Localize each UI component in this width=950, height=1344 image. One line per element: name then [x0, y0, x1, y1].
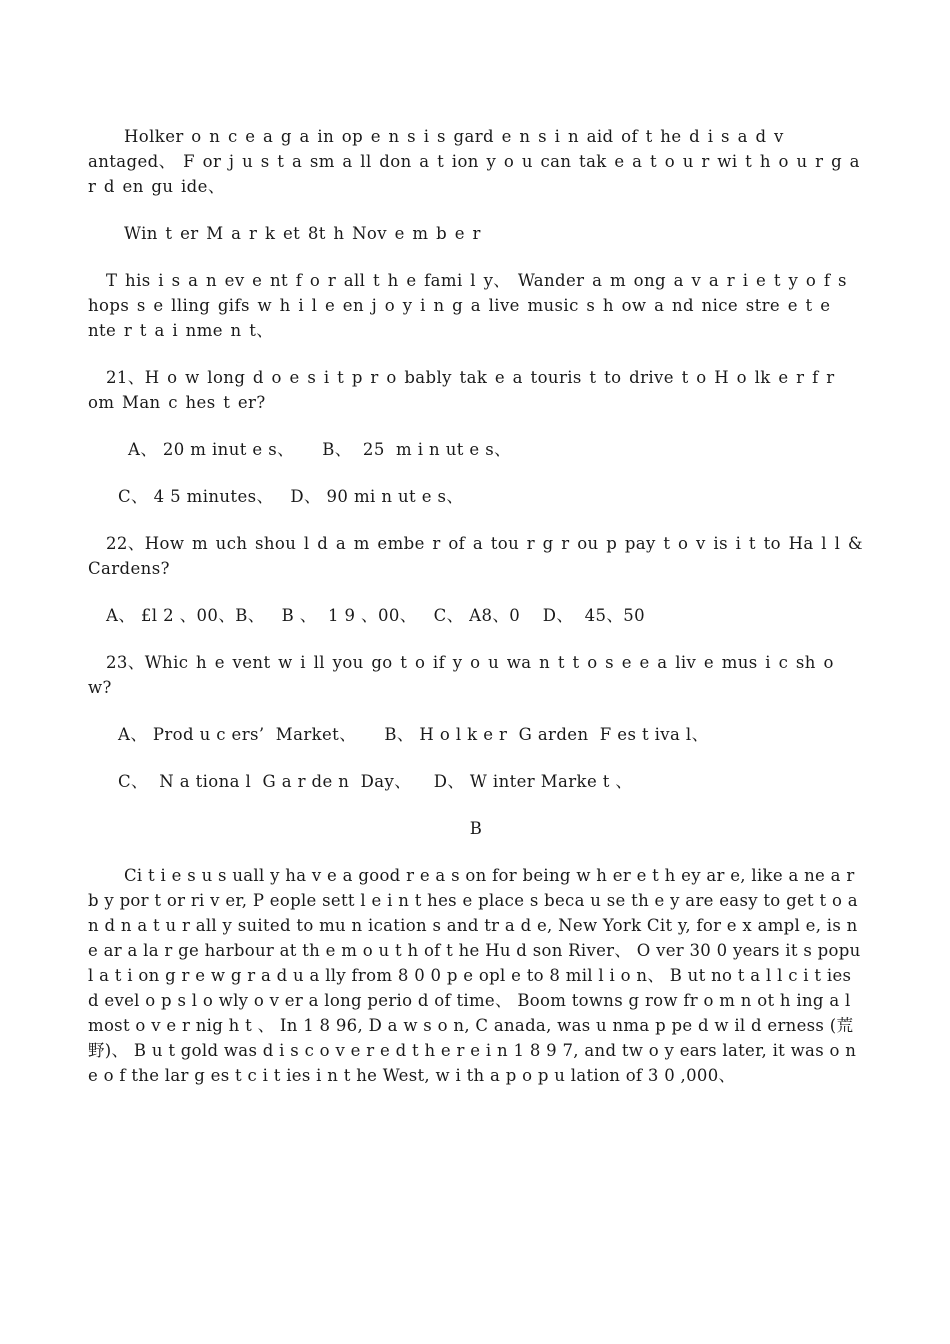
question-21-options-row-2 [88, 484, 864, 509]
question-22-option-b[interactable]: B 、 1 9 、00、 [281, 606, 417, 625]
winter-market-heading: Win t er M a r k et 8t h Nov e m b e r [124, 224, 481, 243]
question-22-option-a[interactable]: A、 £l 2 、00、B、 [106, 606, 265, 625]
question-22 [88, 531, 864, 628]
question-23-stem: 23、Whic h e vent w i ll you go t o if y o u wa n t t o s e e a liv e mus i c sh o w? [88, 653, 834, 697]
question-21-option-b[interactable]: B、 25 m i n ut e s、 [322, 440, 511, 459]
question-22-stem: 22、How m uch shou l d a m embe r of a tou r g r ou p pay t o v is i t to Ha l l & Cardens? [88, 534, 864, 578]
question-21-option-c[interactable]: C、 4 5 minutes、 [118, 487, 274, 506]
holker-garden-tour-paragraph: Holker o n c e a g a in op e n s i s gard e n s i n aid of t he d i s a d v antaged、 F or j u s t a sm a ll don a t ion y o u can tak e a t o u r wi t h o u r g a r d en gu ide、 [88, 127, 860, 196]
document-page [88, 124, 864, 1088]
question-21-options-row-1 [88, 437, 864, 462]
passage-b-cities-paragraph: Ci t i e s u s uall y ha v e a good r e a s on for being w h er e t h ey ar e, like a ne a r b y por t or ri v er, P eople sett l e i n t hes e place s beca u se th e y are easy to get t o a n d n a t u r all y suited to mu n ication s and tr a d e, New York Cit y, for e x ampl e, is n e ar a la r ge harbour at th e m o u t h of t he Hu d son River、 O ver 30 0 years it s popu l a t i on g r e w g r a d u a lly from 8 0 0 p e opl e to 8 mil l i o n、 B ut no t a l l c i t ies d evel o p s l o wly o v er a long perio d of time、 Boom towns g row fr o m n ot h ing a l most o v e r nig h t 、 In 1 8 96, D a w s o n, C anada, was u nma p pe d w il d erness (荒野)、 B u t gold was d i s c o v e r e d t h e r e i n 1 8 9 7, and tw o y ears later, it was o n e o f the lar g es t c i t ies i n t he West, w i th a p o p u lation of 3 0 ,000、 [88, 866, 861, 1085]
question-23-option-d[interactable]: D、 W inter Marke t 、 [433, 772, 633, 791]
section-b-label: B [469, 819, 483, 838]
question-22-option-c[interactable]: C、 A8、0 [433, 606, 521, 625]
question-23 [88, 650, 864, 794]
question-23-option-c[interactable]: C、 N a tiona l G a r de n Day、 [118, 772, 412, 791]
question-23-options-row-1 [88, 722, 864, 747]
question-21-stem: 21、H o w long d o e s i t p r o bably tak e a touris t to drive t o H o lk e r f r om Man c hes t er? [88, 368, 835, 412]
question-23-option-a[interactable]: A、 Prod u c ers’ Market、 [118, 725, 357, 744]
question-22-options-row [88, 603, 864, 628]
question-21-option-a[interactable]: A、 20 m inut e s、 [128, 440, 294, 459]
question-23-option-b[interactable]: B、 H o l k e r G arden F es t iva l、 [384, 725, 709, 744]
question-21-option-d[interactable]: D、 90 mi n ut e s、 [290, 487, 464, 506]
question-23-options-row-2 [88, 769, 864, 794]
question-22-option-d[interactable]: D、 45、50 [542, 606, 646, 625]
question-21 [88, 365, 864, 509]
winter-market-paragraph: T his i s a n ev e nt f o r all t h e fami l y、 Wander a m ong a v a r i e t y o f s hops s e lling gifs w h i l e en j o y i n g a live music s h ow a nd nice stre e t e nte r t a i nme n t、 [88, 271, 847, 340]
